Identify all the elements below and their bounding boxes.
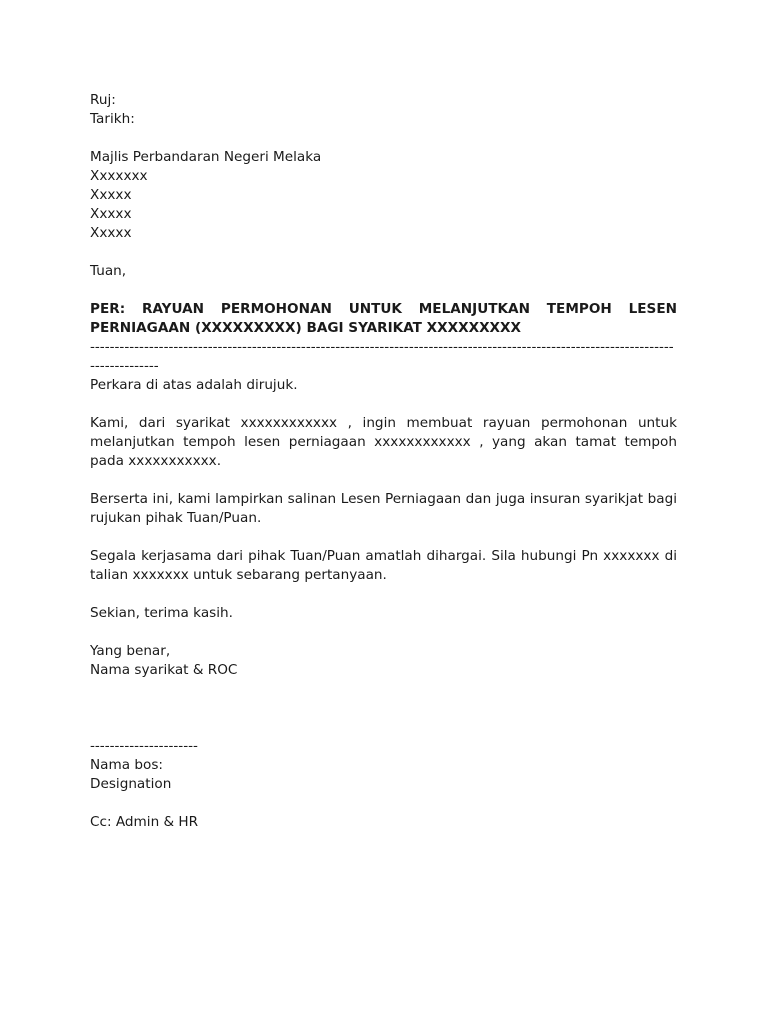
- signatory-name-label: Nama bos:: [90, 757, 164, 773]
- recipient-address-line: Xxxxxxx: [90, 168, 148, 184]
- closing-company: Nama syarikat & ROC: [90, 662, 238, 678]
- tarikh-label: Tarikh:: [90, 111, 135, 127]
- ruj-label: Ruj:: [90, 92, 116, 108]
- salutation: Tuan,: [90, 263, 127, 279]
- paragraph-contact: Segala kerjasama dari pihak Tuan/Puan amatlah dihargai. Sila hubungi Pn xxxxxxx di talian xxxxxxx untuk sebarang pertanyaan.: [90, 548, 677, 583]
- recipient-address-line: Xxxxx: [90, 187, 132, 203]
- paragraph-attachments: Berserta ini, kami lampirkan salinan Lesen Perniagaan dan juga insuran syarikjat bagi rujukan pihak Tuan/Puan.: [90, 491, 677, 526]
- closing-yours: Yang benar,: [90, 643, 171, 659]
- paragraph-reference: Perkara di atas adalah dirujuk.: [90, 377, 298, 393]
- signature-line: ----------------------: [90, 738, 198, 754]
- subject-heading: PER: RAYUAN PERMOHONAN UNTUK MELANJUTKAN TEMPOH LESEN PERNIAGAAN (XXXXXXXXX) BAGI SYARIKAT XXXXXXXXX: [90, 301, 677, 336]
- cc-line: Cc: Admin & HR: [90, 814, 199, 830]
- recipient-address-line: Xxxxx: [90, 225, 132, 241]
- letter-body: [90, 91, 677, 832]
- paragraph-request: Kami, dari syarikat xxxxxxxxxxxx , ingin membuat rayuan permohonan untuk melanjutkan tempoh lesen perniagaan xxxxxxxxxxxx , yang akan tamat tempoh pada xxxxxxxxxxx.: [90, 415, 677, 469]
- recipient-name: Majlis Perbandaran Negeri Melaka: [90, 149, 322, 165]
- paragraph-thanks: Sekian, terima kasih.: [90, 605, 233, 621]
- signatory-designation: Designation: [90, 776, 172, 792]
- subject-divider: -------------------------------------------------------------------------------------------------------------------------------------: [90, 339, 674, 374]
- recipient-address-line: Xxxxx: [90, 206, 132, 222]
